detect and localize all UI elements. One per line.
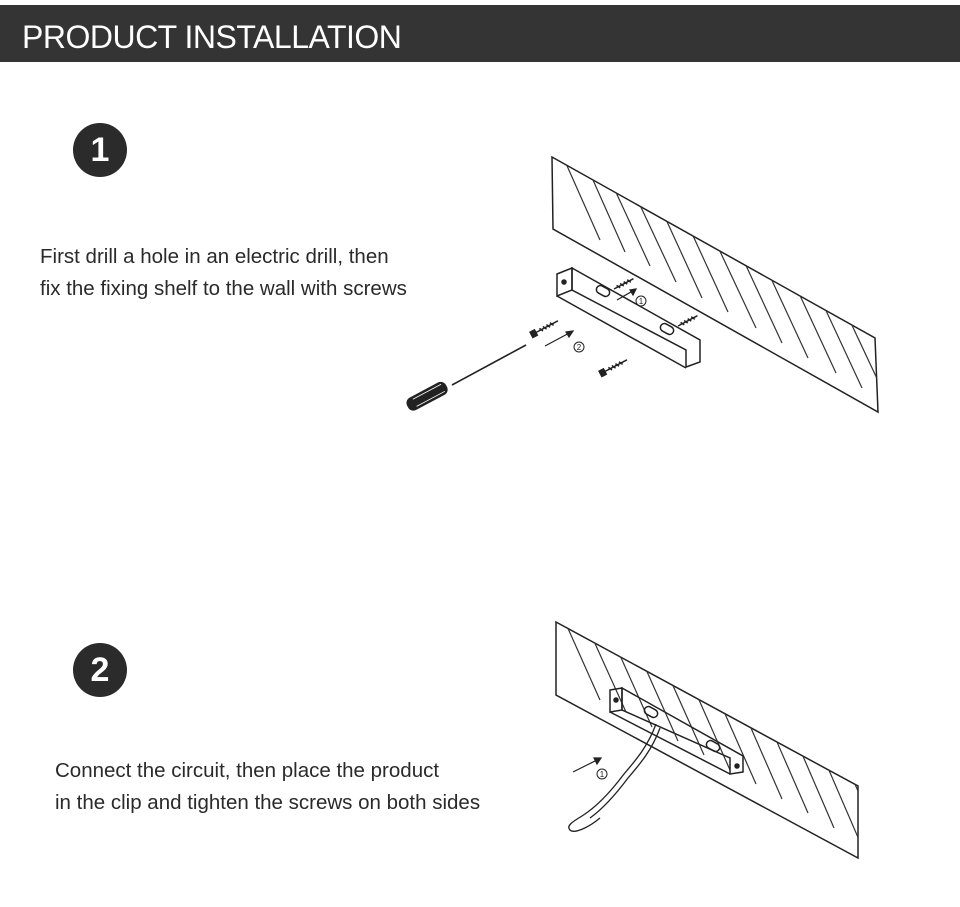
step-1-badge: 1 — [73, 123, 127, 177]
step-2-line-2: in the clip and tighten the screws on both sides — [55, 791, 481, 814]
step-1-line-1: First drill a hole in an electric drill, then — [40, 245, 389, 268]
step-2-text — [55, 755, 480, 819]
marker-1: 1 — [638, 297, 644, 306]
step-2-badge: 2 — [73, 643, 127, 697]
step-2-line-1: Connect the circuit, then place the product — [55, 759, 440, 782]
marker-2: 2 — [576, 343, 582, 352]
power-cable — [569, 724, 660, 831]
fixing-shelf-1 — [557, 268, 700, 368]
section-title: PRODUCT INSTALLATION — [22, 19, 402, 55]
direction-arrow-2 — [573, 758, 601, 772]
step-1-line-2: fix the fixing shelf to the wall with screws — [40, 277, 407, 300]
fixing-shelf-2 — [610, 688, 743, 774]
screwdriver-icon — [404, 345, 526, 413]
wall-panel-2 — [556, 615, 886, 858]
step-markers-2 — [597, 769, 607, 779]
marker-3: 1 — [599, 770, 605, 779]
